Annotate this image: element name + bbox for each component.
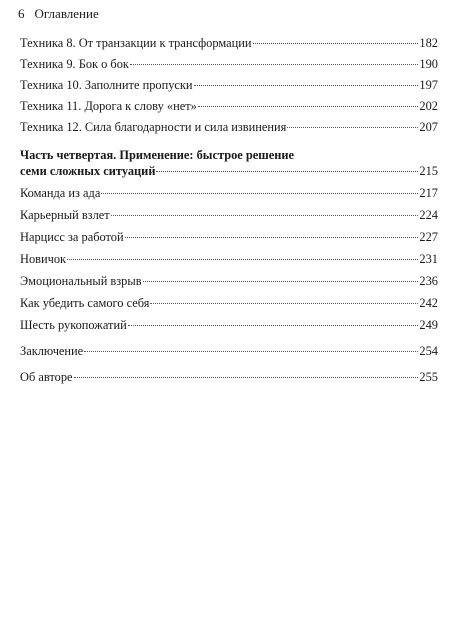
toc-entry-page: 207 bbox=[419, 120, 438, 134]
toc-entry[interactable] bbox=[20, 274, 438, 289]
toc-entry-title: Техника 12. Сила благодарности и сила извинения bbox=[20, 120, 287, 134]
toc-entry-page: 255 bbox=[419, 370, 438, 384]
toc-entry[interactable] bbox=[20, 344, 438, 359]
toc-entry-page: 254 bbox=[419, 344, 438, 358]
dot-leader bbox=[156, 171, 418, 172]
dot-leader bbox=[125, 237, 419, 238]
toc-entry-title: Как убедить самого себя bbox=[20, 296, 150, 310]
toc-entry-title: Заключение bbox=[20, 344, 84, 358]
toc-entry-title: Техника 9. Бок о бок bbox=[20, 57, 129, 71]
toc-entry-title: Техника 8. От транзакции к трансформации bbox=[20, 36, 252, 50]
header-title: Оглавление bbox=[34, 6, 99, 21]
toc-entry-title: Об авторе bbox=[20, 370, 73, 384]
toc-entry-title: Новичок bbox=[20, 252, 67, 266]
dot-leader bbox=[287, 127, 418, 128]
toc-entry[interactable] bbox=[20, 78, 438, 93]
toc-entry-title: Шесть рукопожатий bbox=[20, 318, 127, 332]
toc-entry-page: 231 bbox=[419, 252, 438, 266]
toc-entry[interactable] bbox=[20, 252, 438, 267]
dot-leader bbox=[128, 325, 419, 326]
dot-leader bbox=[67, 259, 418, 260]
toc-entry-title: Техника 10. Заполните пропуски bbox=[20, 78, 193, 92]
toc-entry-page: 249 bbox=[419, 318, 438, 332]
toc-part-entry[interactable] bbox=[20, 164, 438, 179]
toc-entry[interactable] bbox=[20, 230, 438, 245]
dot-leader bbox=[198, 106, 419, 107]
toc-entry-page: 224 bbox=[419, 208, 438, 222]
dot-leader bbox=[130, 64, 418, 65]
dot-leader bbox=[194, 85, 419, 86]
dot-leader bbox=[84, 351, 418, 352]
running-header bbox=[18, 6, 99, 22]
toc-entry[interactable] bbox=[20, 318, 438, 333]
toc-entry-page: 217 bbox=[419, 186, 438, 200]
toc-entry[interactable] bbox=[20, 208, 438, 223]
dot-leader bbox=[111, 215, 419, 216]
toc-entry-page: 197 bbox=[419, 78, 438, 92]
toc-entry[interactable] bbox=[20, 296, 438, 311]
toc-entry-page: 190 bbox=[419, 57, 438, 71]
dot-leader bbox=[74, 377, 419, 378]
toc-entry-title: Эмоциональный взрыв bbox=[20, 274, 142, 288]
toc-entry[interactable] bbox=[20, 99, 438, 114]
toc-entry-page: 242 bbox=[419, 296, 438, 310]
dot-leader bbox=[253, 43, 419, 44]
toc-entry[interactable] bbox=[20, 57, 438, 72]
toc-entry-page: 202 bbox=[419, 99, 438, 113]
toc-entry[interactable] bbox=[20, 36, 438, 51]
toc-entry-page: 227 bbox=[419, 230, 438, 244]
toc-entry-page: 215 bbox=[419, 164, 438, 178]
toc-entry[interactable] bbox=[20, 370, 438, 385]
toc-entry-title: Нарцисс за работой bbox=[20, 230, 124, 244]
part-heading-line2: семи сложных ситуаций bbox=[20, 164, 156, 178]
toc-entry-page: 236 bbox=[419, 274, 438, 288]
page-number: 6 bbox=[18, 6, 25, 21]
dot-leader bbox=[150, 303, 418, 304]
toc-entry[interactable] bbox=[20, 120, 438, 135]
toc-entry-title: Техника 11. Дорога к слову «нет» bbox=[20, 99, 197, 113]
dot-leader bbox=[143, 281, 419, 282]
toc-entry-title: Команда из ада bbox=[20, 186, 101, 200]
toc-entry-title: Карьерный взлет bbox=[20, 208, 110, 222]
toc-entry-page: 182 bbox=[419, 36, 438, 50]
toc-entry[interactable] bbox=[20, 186, 438, 201]
dot-leader bbox=[101, 193, 418, 194]
part-heading-line1: Часть четвертая. Применение: быстрое решение bbox=[20, 148, 295, 162]
